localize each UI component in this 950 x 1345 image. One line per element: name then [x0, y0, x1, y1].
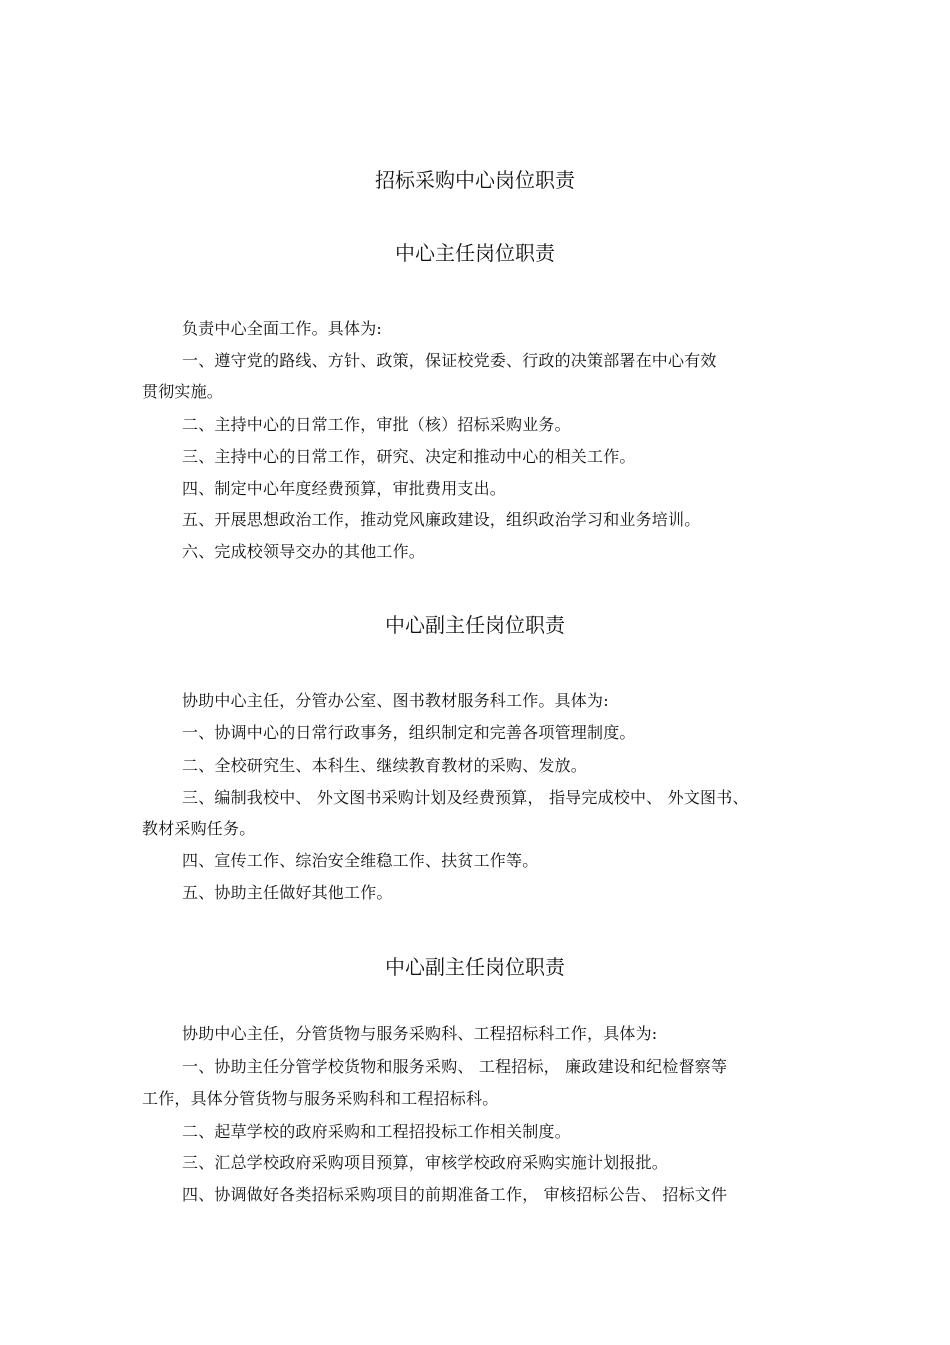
paragraph-line: 三、汇总学校政府采购项目预算，审核学校政府采购实施计划报批。	[182, 1153, 669, 1172]
paragraph-line: 一、遵守党的路线、方针、政策，保证校党委、行政的决策部署在中心有效	[182, 351, 717, 370]
paragraph-line: 二、起草学校的政府采购和工程招投标工作相关制度。	[182, 1122, 571, 1141]
paragraph-line: 二、全校研究生、本科生、继续教育教材的采购、发放。	[182, 756, 588, 775]
paragraph-line: 五、开展思想政治工作，推动党风廉政建设，组织政治学习和业务培训。	[182, 510, 701, 529]
paragraph-line: 六、完成校领导交办的其他工作。	[182, 542, 426, 561]
section-heading: 中心副主任岗位职责	[385, 613, 565, 637]
paragraph-line: 四、制定中心年度经费预算，审批费用支出。	[182, 479, 507, 498]
paragraph-line: 三、主持中心的日常工作，研究、决定和推动中心的相关工作。	[182, 447, 636, 466]
page-title: 招标采购中心岗位职责	[375, 168, 575, 192]
paragraph-line: 四、协调做好各类招标采购项目的前期准备工作， 审核招标公告、 招标文件	[182, 1185, 728, 1204]
section-heading: 中心副主任岗位职责	[385, 955, 565, 979]
paragraph-line: 三、编制我校中、 外文图书采购计划及经费预算， 指导完成校中、 外文图书、	[182, 788, 749, 807]
paragraph-line: 协助中心主任，分管货物与服务采购科、工程招标科工作，具体为:	[182, 1024, 658, 1043]
paragraph-line: 一、协助主任分管学校货物和服务采购、 工程招标， 廉政建设和纪检督察等	[182, 1057, 728, 1076]
paragraph-line: 负责中心全面工作。具体为:	[182, 319, 382, 338]
section-heading: 中心主任岗位职责	[395, 241, 555, 265]
paragraph-line: 二、主持中心的日常工作，审批（核）招标采购业务。	[182, 415, 571, 434]
paragraph-line: 协助中心主任，分管办公室、图书教材服务科工作。具体为:	[182, 691, 609, 710]
paragraph-line: 一、协调中心的日常行政事务，组织制定和完善各项管理制度。	[182, 723, 636, 742]
paragraph-line: 教材采购任务。	[142, 819, 256, 838]
paragraph-line: 五、协助主任做好其他工作。	[182, 883, 393, 902]
paragraph-line: 工作，具体分管货物与服务采购科和工程招标科。	[142, 1089, 499, 1108]
paragraph-line: 四、宣传工作、综治安全维稳工作、扶贫工作等。	[182, 851, 539, 870]
paragraph-line: 贯彻实施。	[142, 382, 224, 401]
